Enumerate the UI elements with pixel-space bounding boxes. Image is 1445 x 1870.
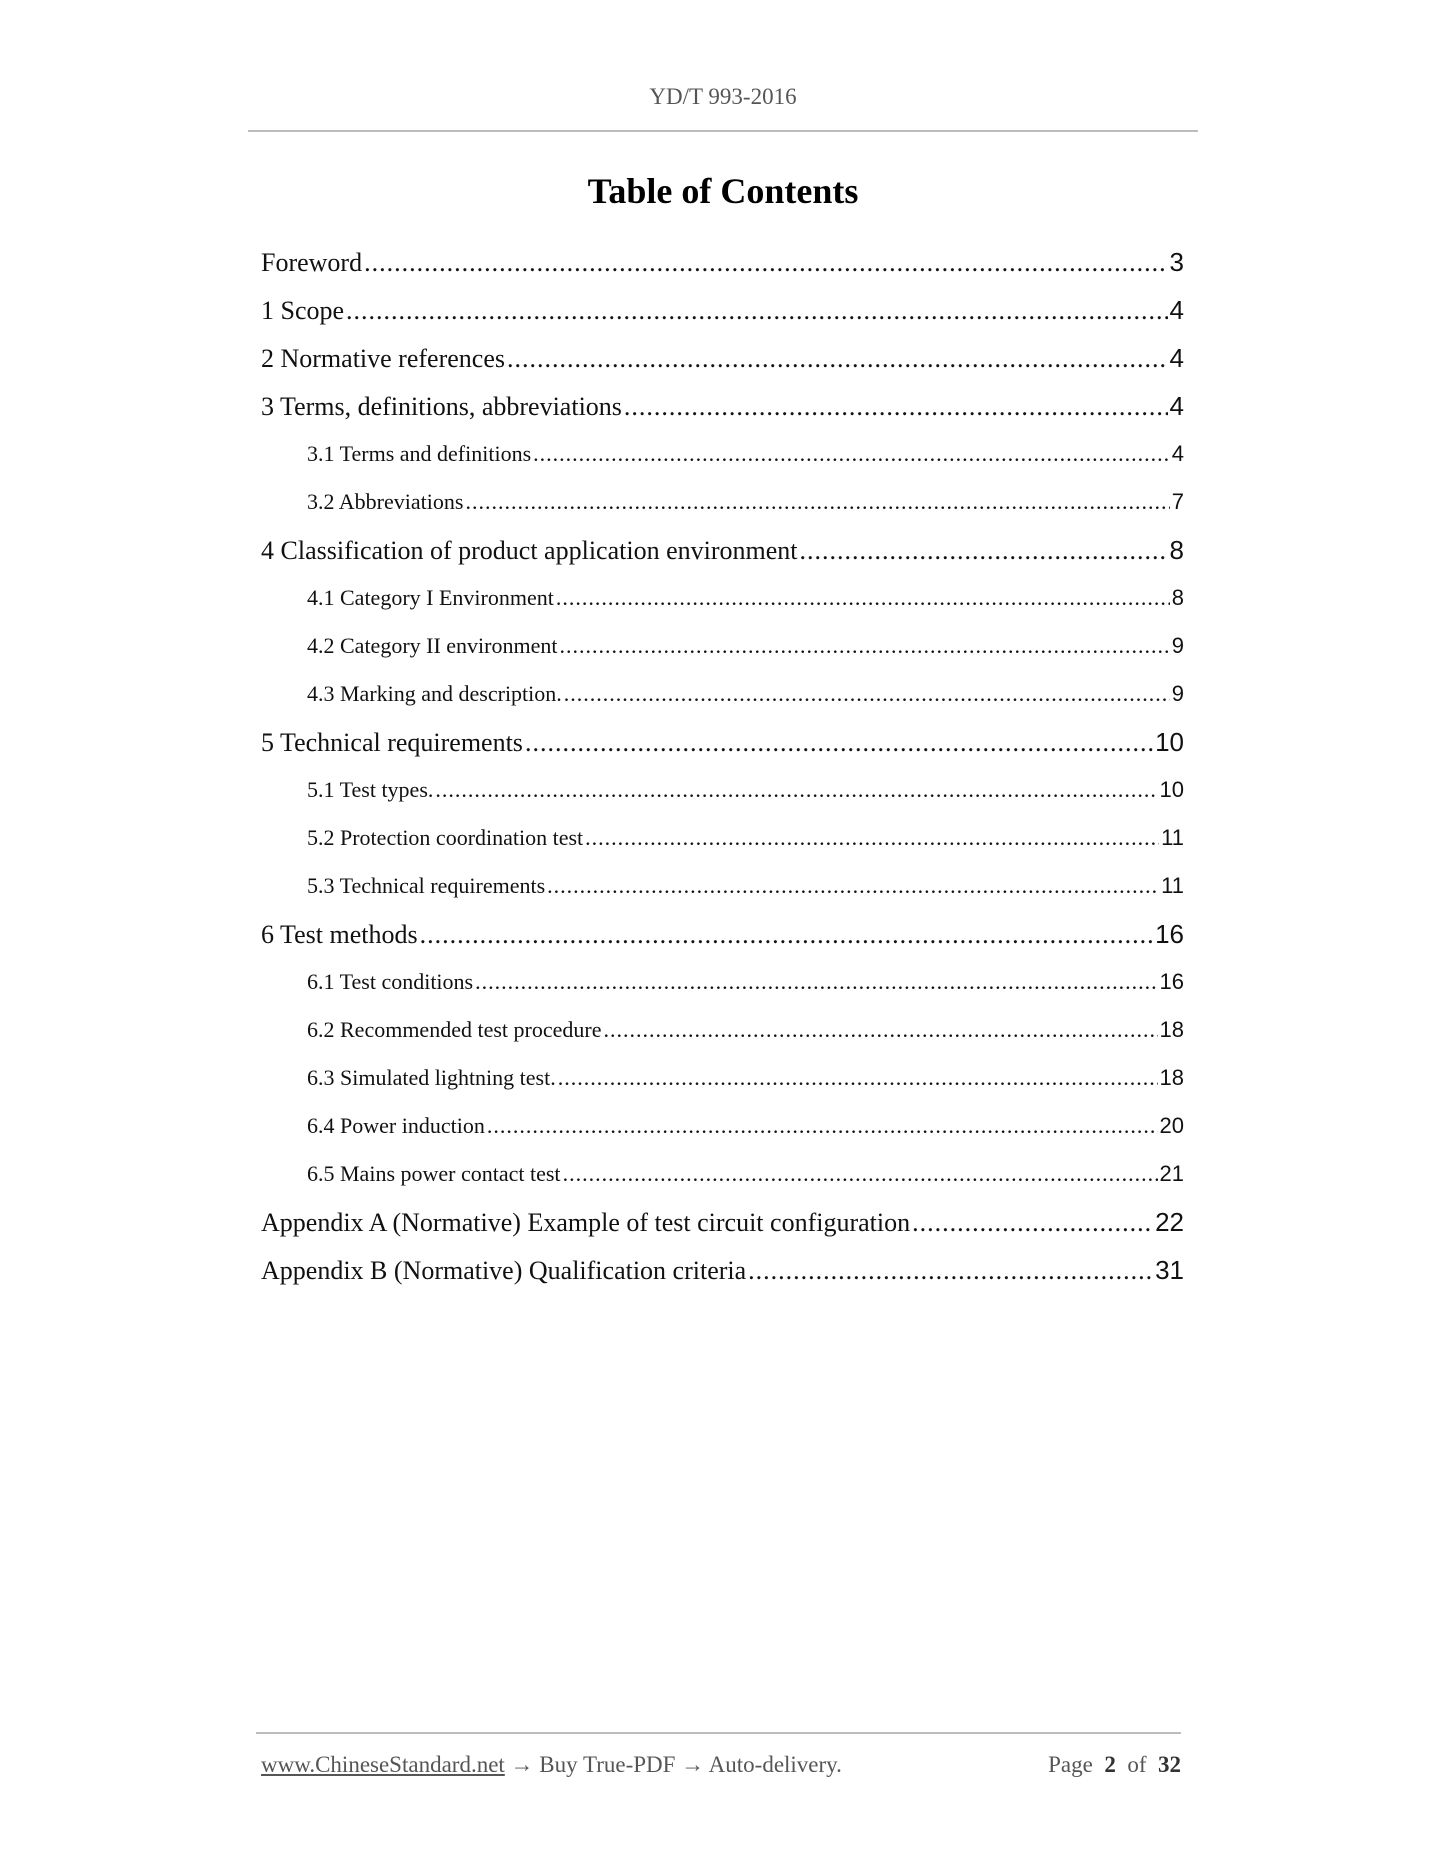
- of-word: of: [1127, 1752, 1147, 1777]
- toc-leader-dots: [799, 527, 1167, 574]
- toc-entry-label: 3.2 Abbreviations: [307, 489, 464, 514]
- toc-entry[interactable]: [261, 766, 1184, 814]
- table-of-contents: [261, 238, 1184, 1294]
- toc-entry-page: 20: [1159, 1113, 1184, 1138]
- toc-entry-page: 7: [1171, 489, 1184, 514]
- toc-leader-dots: [547, 862, 1159, 910]
- toc-entry-page: 8: [1171, 585, 1184, 610]
- toc-entry-label: 5.3 Technical requirements: [307, 873, 546, 898]
- toc-entry-label: Appendix B (Normative) Qualification criteria: [261, 1256, 747, 1285]
- website-link[interactable]: www.ChineseStandard.net: [261, 1752, 505, 1777]
- toc-entry-label: 6.2 Recommended test procedure: [307, 1017, 602, 1042]
- toc-entry[interactable]: [261, 334, 1184, 382]
- toc-entry-label: 4.3 Marking and description.: [307, 681, 562, 706]
- toc-entry-page: 16: [1159, 969, 1184, 994]
- toc-leader-dots: [507, 335, 1168, 382]
- footer-promo-text: → Buy True-PDF → Auto-delivery.: [504, 1752, 842, 1777]
- toc-leader-dots: [560, 622, 1170, 670]
- toc-leader-dots: [346, 287, 1167, 334]
- toc-leader-dots: [912, 1199, 1153, 1246]
- current-page: 2: [1104, 1752, 1116, 1777]
- toc-leader-dots: [475, 958, 1157, 1006]
- toc-entry-label: 4 Classification of product application environment: [261, 536, 798, 565]
- toc-leader-dots: [603, 1006, 1157, 1054]
- toc-entry[interactable]: [261, 1102, 1184, 1150]
- toc-leader-dots: [563, 1150, 1158, 1198]
- footer-promo: [261, 1752, 842, 1778]
- toc-entry[interactable]: [261, 958, 1184, 1006]
- toc-entry[interactable]: [261, 1198, 1184, 1246]
- toc-leader-dots: [525, 719, 1153, 766]
- toc-entry-page: 4: [1169, 295, 1184, 325]
- page-title: Table of Contents: [587, 171, 859, 211]
- toc-entry-page: 4: [1169, 343, 1184, 373]
- toc-leader-dots: [558, 1054, 1158, 1102]
- toc-leader-dots: [533, 430, 1170, 478]
- toc-entry-label: 3 Terms, definitions, abbreviations: [261, 392, 622, 421]
- toc-entry-label: 5 Technical requirements: [261, 728, 523, 757]
- toc-entry-label: 3.1 Terms and definitions: [307, 441, 532, 466]
- toc-entry-label: 6.1 Test conditions: [307, 969, 474, 994]
- toc-entry-label: 5.2 Protection coordination test: [307, 825, 584, 850]
- toc-entry-label: 6.5 Mains power contact test: [307, 1161, 561, 1186]
- toc-leader-dots: [564, 670, 1170, 718]
- toc-entry[interactable]: [261, 286, 1184, 334]
- toc-leader-dots: [364, 239, 1167, 286]
- toc-entry[interactable]: [261, 574, 1184, 622]
- toc-entry-label: 4.1 Category I Environment: [307, 585, 554, 610]
- toc-entry[interactable]: [261, 622, 1184, 670]
- toc-entry-label: Appendix A (Normative) Example of test circuit configuration: [261, 1208, 911, 1237]
- toc-entry-page: 9: [1171, 633, 1184, 658]
- toc-entry-label: 1 Scope: [261, 296, 345, 325]
- page-word: Page: [1048, 1752, 1093, 1777]
- toc-entry[interactable]: [261, 814, 1184, 862]
- toc-entry[interactable]: [261, 1150, 1184, 1198]
- toc-leader-dots: [624, 383, 1168, 430]
- toc-entry-label: 6.4 Power induction: [307, 1113, 485, 1138]
- toc-leader-dots: [585, 814, 1159, 862]
- toc-entry-label: 2 Normative references: [261, 344, 505, 373]
- toc-entry-label: 6.3 Simulated lightning test.: [307, 1065, 556, 1090]
- toc-entry-label: 6 Test methods: [261, 920, 418, 949]
- toc-entry[interactable]: [261, 430, 1184, 478]
- toc-entry-page: 8: [1169, 535, 1184, 565]
- toc-entry-page: 9: [1171, 681, 1184, 706]
- toc-leader-dots: [435, 766, 1157, 814]
- toc-entry[interactable]: [261, 526, 1184, 574]
- toc-entry-page: 21: [1159, 1161, 1184, 1186]
- toc-entry-page: 16: [1155, 919, 1184, 949]
- toc-leader-dots: [465, 478, 1169, 526]
- toc-entry[interactable]: [261, 1054, 1184, 1102]
- toc-entry[interactable]: [261, 238, 1184, 286]
- page-number: [1048, 1752, 1181, 1778]
- toc-entry-page: 4: [1171, 441, 1184, 466]
- toc-entry-page: 31: [1155, 1255, 1184, 1285]
- total-pages: 32: [1158, 1752, 1181, 1777]
- toc-entry[interactable]: [261, 718, 1184, 766]
- running-header: YD/T 993-2016: [649, 84, 797, 109]
- toc-leader-dots: [556, 574, 1170, 622]
- toc-entry-page: 4: [1169, 391, 1184, 421]
- footer-divider: [256, 1732, 1181, 1734]
- toc-entry[interactable]: [261, 1006, 1184, 1054]
- toc-leader-dots: [420, 911, 1153, 958]
- toc-entry-page: 3: [1169, 247, 1184, 277]
- toc-entry[interactable]: [261, 910, 1184, 958]
- toc-entry[interactable]: [261, 862, 1184, 910]
- toc-entry-page: 22: [1155, 1207, 1184, 1237]
- toc-entry-page: 10: [1159, 777, 1184, 802]
- toc-entry[interactable]: [261, 478, 1184, 526]
- toc-entry[interactable]: [261, 382, 1184, 430]
- toc-entry-page: 18: [1159, 1065, 1184, 1090]
- toc-entry[interactable]: [261, 670, 1184, 718]
- toc-leader-dots: [748, 1247, 1153, 1294]
- toc-entry-page: 11: [1161, 825, 1184, 850]
- toc-entry-label: 5.1 Test types.: [307, 777, 434, 802]
- toc-entry[interactable]: [261, 1246, 1184, 1294]
- header-divider: [248, 130, 1198, 132]
- toc-entry-page: 11: [1161, 873, 1184, 898]
- toc-leader-dots: [487, 1102, 1158, 1150]
- toc-entry-page: 10: [1155, 727, 1184, 757]
- page-footer: [261, 1752, 1181, 1778]
- toc-entry-page: 18: [1159, 1017, 1184, 1042]
- toc-entry-label: 4.2 Category II environment: [307, 633, 558, 658]
- toc-entry-label: Foreword: [261, 248, 363, 277]
